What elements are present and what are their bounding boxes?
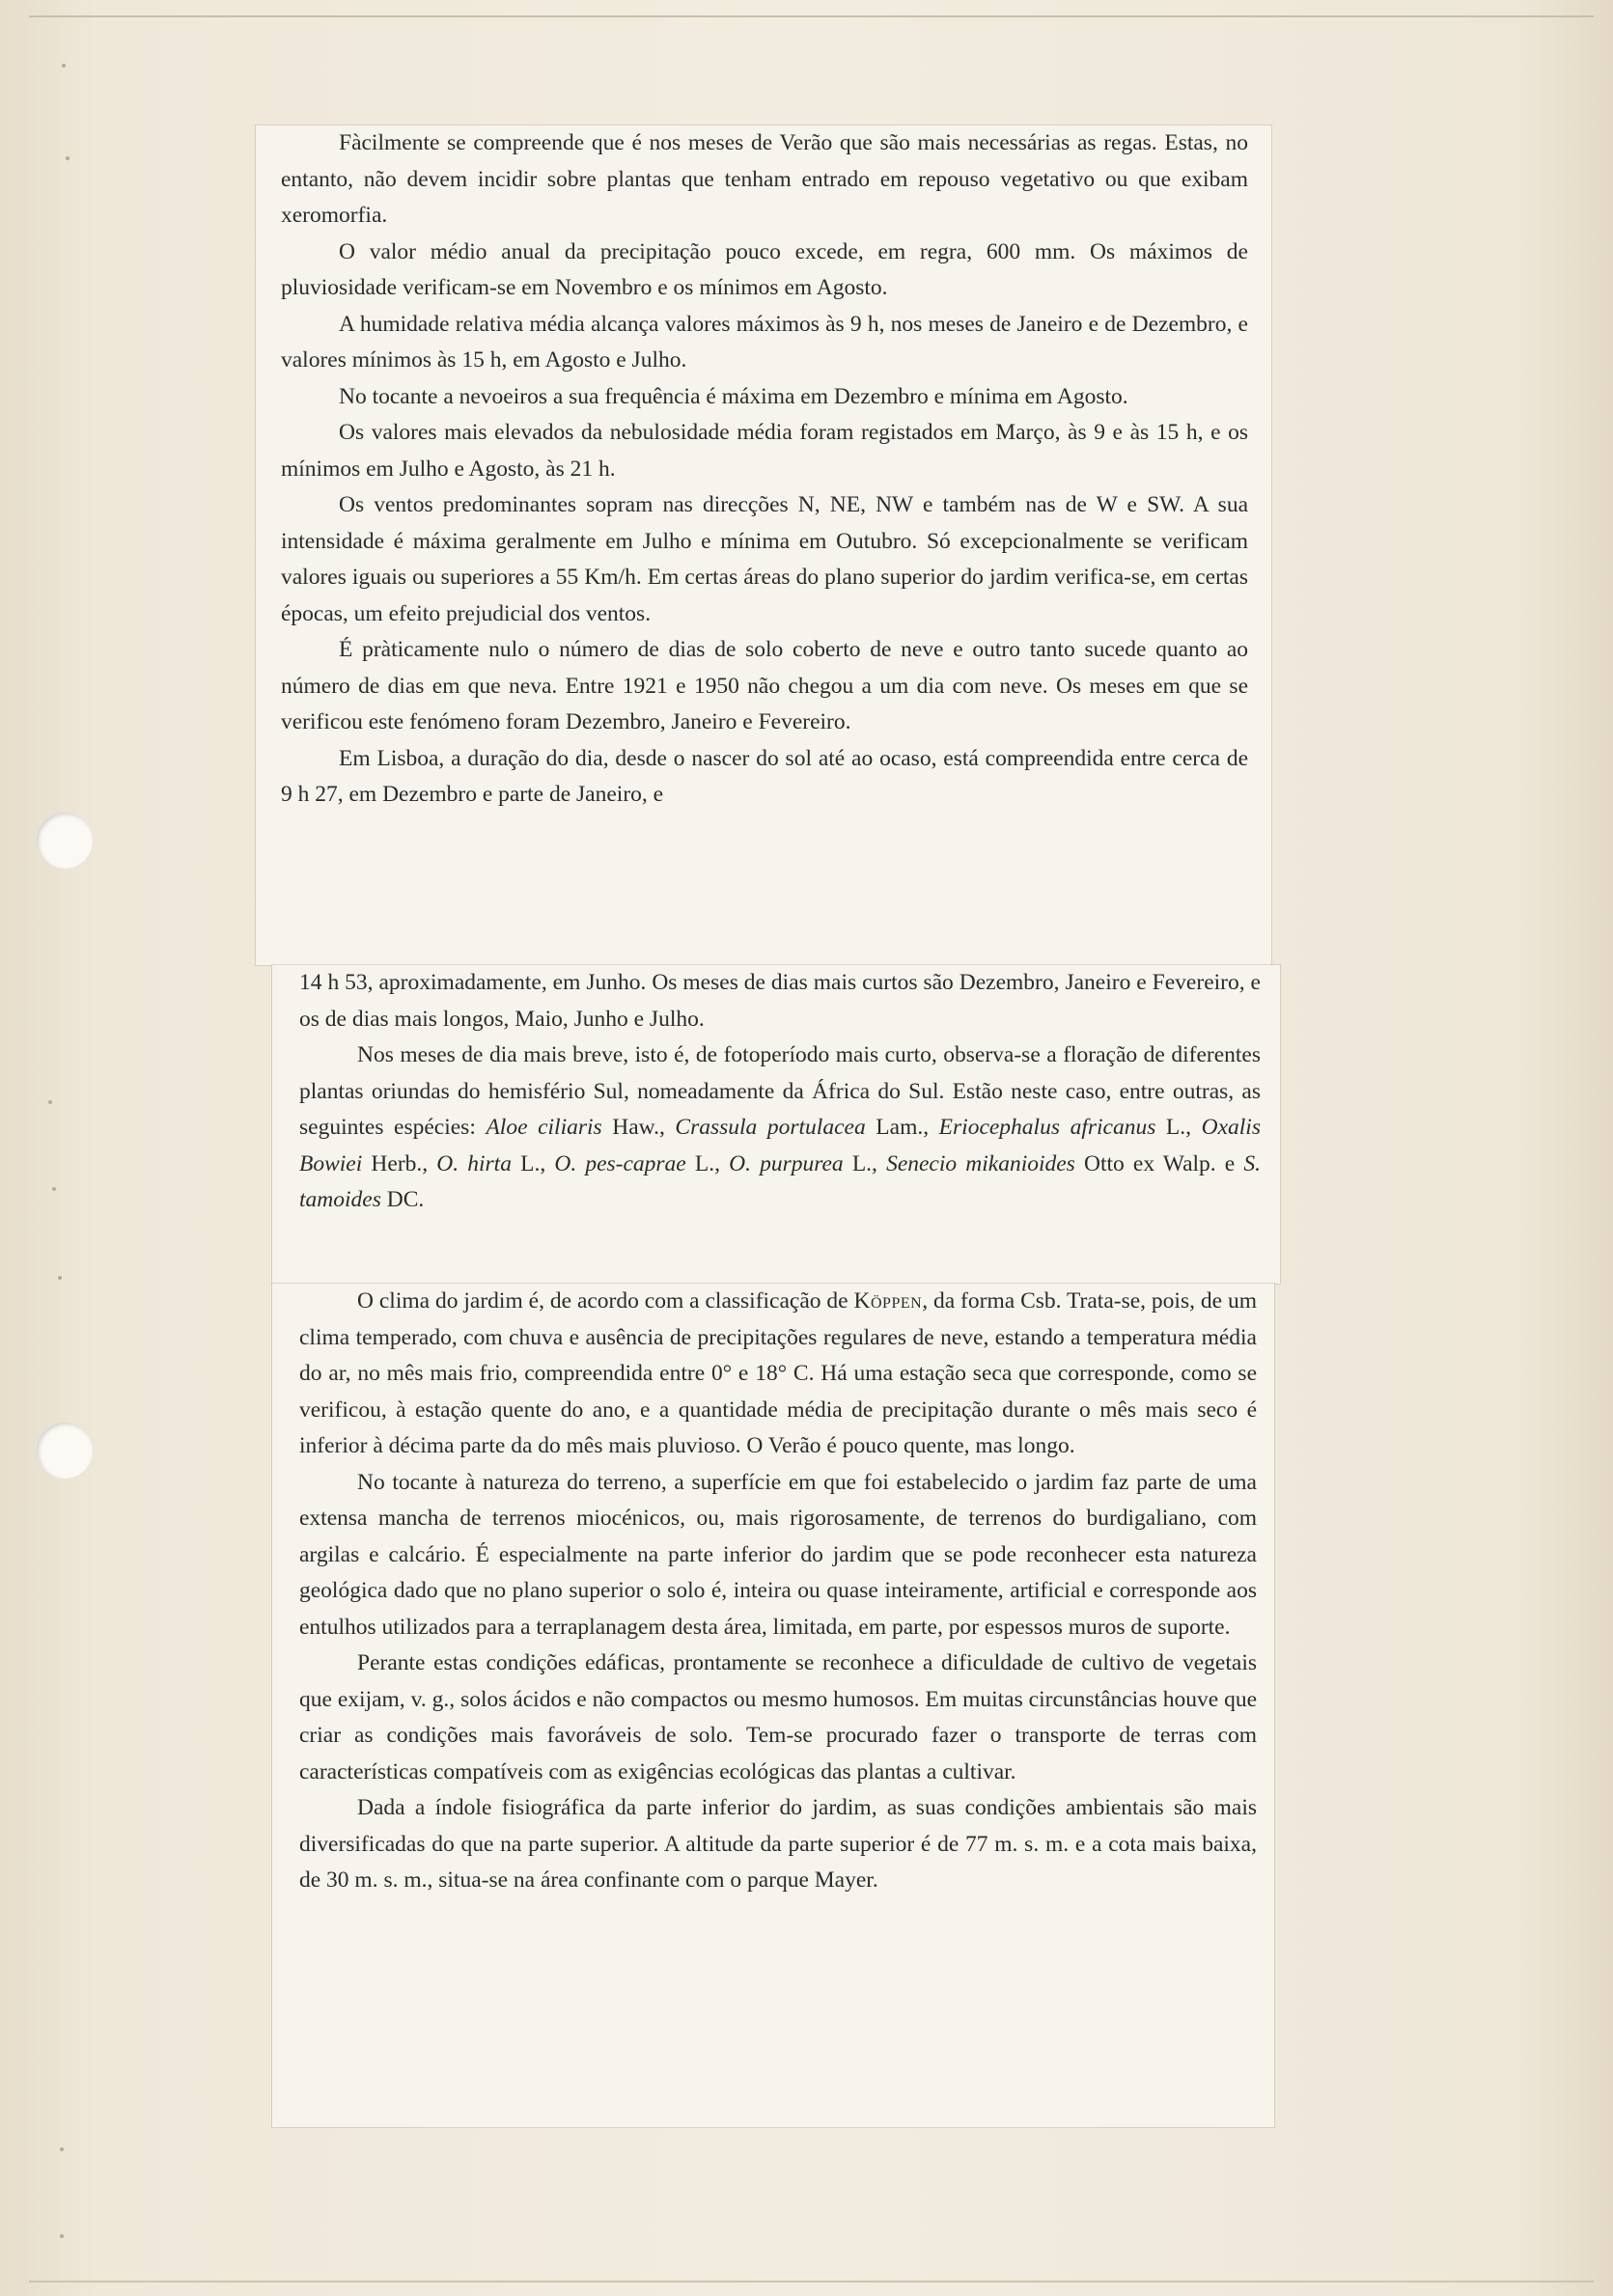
text-run: Herb., — [362, 1150, 437, 1176]
paragraph: A humidade relativa média alcança valores máximos às 9 h, nos meses de Janeiro e de Dezembro, e valores mínimos às 15 h, em Agosto e Julho. — [281, 311, 1248, 373]
species-name: O. pes-caprae — [554, 1150, 686, 1176]
paper-speck — [62, 64, 66, 68]
paragraph — [299, 1284, 1257, 1465]
text-run: O clima do jardim é, de acordo com a classificação de — [357, 1288, 854, 1314]
paragraph: 14 h 53, aproximadamente, em Junho. Os meses de dias mais curtos são Dezembro, Janeiro e Fevereiro, e os de dias mais longos, Maio, Junho e Julho. — [299, 970, 1261, 1032]
text-clipping-top — [256, 125, 1271, 965]
text-run: L., — [685, 1150, 730, 1176]
page-top-edge — [29, 15, 1594, 17]
species-name: O. purpurea — [729, 1150, 844, 1176]
paper-speck — [58, 1276, 62, 1280]
punch-hole-lower — [37, 1423, 93, 1479]
text-run: DC. — [380, 1187, 425, 1212]
author-name: Köppen — [853, 1288, 923, 1314]
paragraph: Em Lisboa, a duração do dia, desde o nascer do sol até ao ocaso, está compreendida entre cerca de 9 h 27, em Dezembro e parte de Janeiro, e — [281, 745, 1248, 807]
page-bottom-edge — [29, 2281, 1594, 2282]
paragraph: No tocante à natureza do terreno, a superfície em que foi estabelecido o jardim faz parte de uma extensa mancha de terrenos miocénicos, ou, mais rigorosamente, de terrenos do burdigaliano, com argilas e calcário. É especialmente na parte inferior do jardim que se pode reconhecer esta natureza geológica dado que no plano superior o solo é, inteira ou quase inteiramente, artificial e corresponde aos entulhos utilizados para a terraplanagem desta área, limitada, em parte, por espessos muros de suporte. — [299, 1469, 1257, 1640]
paragraph — [299, 1037, 1261, 1219]
text-run: Haw., — [601, 1115, 676, 1140]
paragraph: Perante estas condições edáficas, prontamente se reconhece a dificuldade de cultivo de vegetais que exijam, v. g., solos ácidos e não compactos ou mesmo humosos. Em muitas circunstâncias houve que criar as condições mais favoráveis de solo. Tem-se procurado fazer o transporte de terras com características compatíveis com as exigências ecológicas das plantas a cultivar. — [299, 1650, 1257, 1784]
paragraph: No tocante a nevoeiros a sua frequência é máxima em Dezembro e mínima em Agosto. — [339, 383, 1128, 409]
paragraph: O valor médio anual da precipitação pouco excede, em regra, 600 mm. Os máximos de pluviosidade verificam-se em Novembro e os mínimos em Agosto. — [281, 238, 1248, 300]
paper-speck — [66, 156, 70, 160]
paragraph: Os ventos predominantes sopram nas direcções N, NE, NW e também nas de W e SW. A sua intensidade é máxima geralmente em Julho e mínima em Outubro. Só excepcionalmente se verificam valores iguais ou superiores a 55 Km/h. Em certas áreas do plano superior do jardim verifica-se, em certas épocas, um efeito prejudicial dos ventos. — [281, 492, 1248, 626]
text-run: Nos meses de dia mais breve, isto é, de fotoperíodo mais curto, observa-se a floração de diferentes plantas oriundas do hemisfério Sul, nomeadamente da África do Sul. Estão neste caso, entre outras, as seguintes espécies: — [299, 1042, 1261, 1140]
paper-speck — [60, 2234, 64, 2238]
text-run: L., — [843, 1150, 887, 1176]
species-name: Crassula portulacea — [675, 1115, 866, 1140]
species-name: Eriocephalus africanus — [938, 1115, 1156, 1140]
paragraph: Os valores mais elevados da nebulosidade média foram registados em Março, às 9 e às 15 h, e os mínimos em Julho e Agosto, às 21 h. — [281, 420, 1248, 482]
paper-speck — [52, 1187, 56, 1191]
species-name: S. tamoides — [299, 1150, 1261, 1212]
text-run: L., — [511, 1150, 555, 1176]
species-name: Aloe ciliaris — [486, 1115, 602, 1140]
paragraph: Fàcilmente se compreende que é nos meses de Verão que são mais necessárias as regas. Estas, no entanto, não devem incidir sobre plantas que tenham entrado em repouso vegetativo ou que exibam xeromorfia. — [281, 130, 1248, 228]
paper-speck — [48, 1100, 52, 1104]
punch-hole-upper — [37, 813, 93, 869]
paragraph: É pràticamente nulo o número de dias de solo coberto de neve e outro tanto sucede quanto ao número de dias em que neva. Entre 1921 e 1950 não chegou a um dia com neve. Os meses em que se verificou este fenómeno foram Dezembro, Janeiro e Fevereiro. — [281, 637, 1248, 734]
paragraph: Dada a índole fisiográfica da parte inferior do jardim, as suas condições ambientais são mais diversificadas do que na parte superior. A altitude da parte superior é de 77 m. s. m. e a cota mais baixa, de 30 m. s. m., situa-se na área confinante com o parque Mayer. — [299, 1795, 1257, 1893]
species-name: Senecio mikanioides — [886, 1150, 1075, 1176]
text-clipping-middle — [272, 965, 1280, 1284]
species-name: O. hirta — [436, 1150, 512, 1176]
text-run: Lam., — [865, 1115, 939, 1140]
text-clipping-bottom — [272, 1284, 1274, 2127]
paper-speck — [60, 2147, 64, 2151]
text-run: L., — [1155, 1115, 1202, 1140]
text-run: Otto ex Walp. e — [1074, 1150, 1244, 1176]
species-name: Oxalis Bowiei — [299, 1115, 1261, 1176]
text-run: , da forma Csb. Trata-se, pois, de um clima temperado, com chuva e ausência de precipitações regulares de neve, estando a temperatura média do ar, no mês mais frio, compreendida entre 0° e 18° C. Há uma estação seca que corresponde, como se verificou, à estação quente do ano, e a quantidade média de precipitação durante o mês mais seco é inferior à décima parte da do mês mais pluvioso. O Verão é pouco quente, mas longo. — [299, 1288, 1258, 1458]
